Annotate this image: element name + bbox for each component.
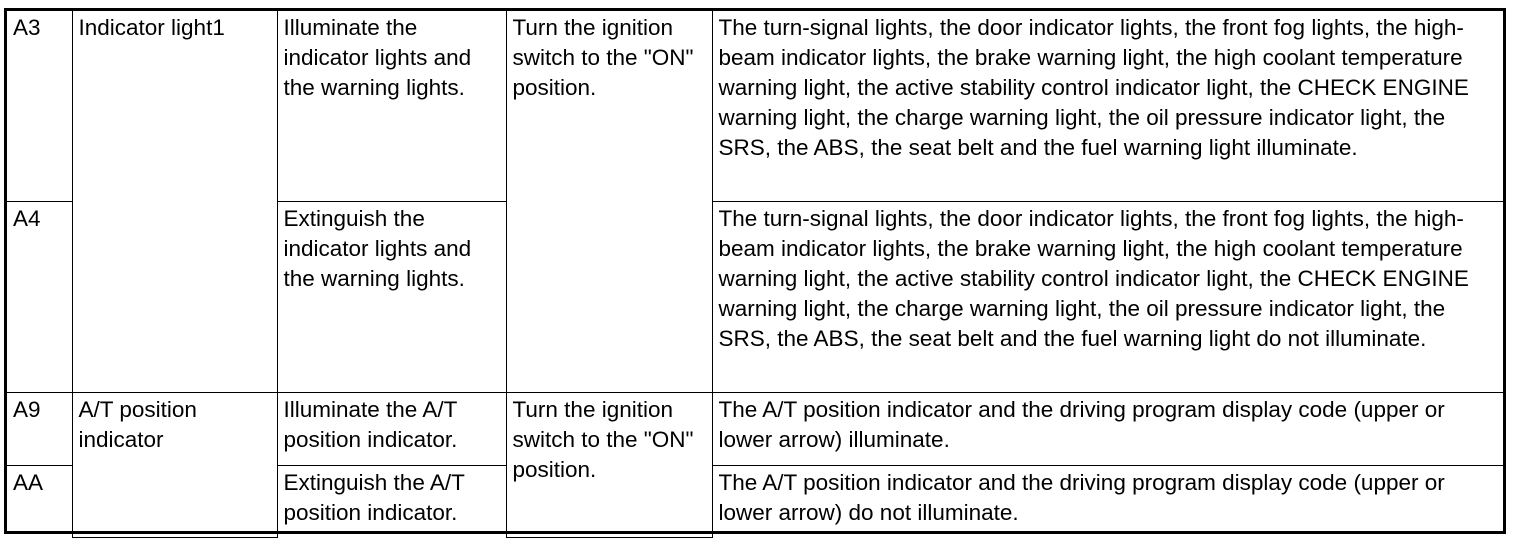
- result-cell: The turn-signal lights, the door indicator lights, the front fog lights, the high-beam indicator lights, the brake warning light, the high coolant temperature warning light, the active stability control indicator light, the CHECK ENGINE warning light, the charge warning light, the oil pressure indicator light, the SRS, the ABS, the seat belt and the fuel warning light do not illuminate.: [712, 201, 1503, 392]
- operation-cell: Illuminate the A/T position indicator.: [277, 392, 506, 465]
- item-cell: Indicator light1: [72, 11, 277, 392]
- result-cell: The A/T position indicator and the driving program display code (upper or lower arrow) do not illuminate.: [712, 465, 1503, 537]
- result-cell: The A/T position indicator and the driving program display code (upper or lower arrow) illuminate.: [712, 392, 1503, 465]
- operation-cell: Extinguish the A/T position indicator.: [277, 465, 506, 537]
- code-cell: A9: [7, 392, 72, 465]
- actuator-test-table: [4, 8, 1506, 534]
- condition-cell: Turn the ignition switch to the "ON" position.: [506, 392, 712, 537]
- result-cell: The turn-signal lights, the door indicator lights, the front fog lights, the high-beam indicator lights, the brake warning light, the high coolant temperature warning light, the active stability control indicator light, the CHECK ENGINE warning light, the charge warning light, the oil pressure indicator light, the SRS, the ABS, the seat belt and the fuel warning light illuminate.: [712, 11, 1503, 201]
- table-row: [7, 11, 1503, 201]
- condition-cell: Turn the ignition switch to the "ON" position.: [506, 11, 712, 392]
- code-cell: A4: [7, 201, 72, 392]
- code-cell: AA: [7, 465, 72, 537]
- actuator-test-table-grid: [7, 11, 1503, 538]
- item-cell: A/T position indicator: [72, 392, 277, 537]
- operation-cell: Illuminate the indicator lights and the warning lights.: [277, 11, 506, 201]
- operation-cell: Extinguish the indicator lights and the warning lights.: [277, 201, 506, 392]
- code-cell: A3: [7, 11, 72, 201]
- table-row: [7, 392, 1503, 465]
